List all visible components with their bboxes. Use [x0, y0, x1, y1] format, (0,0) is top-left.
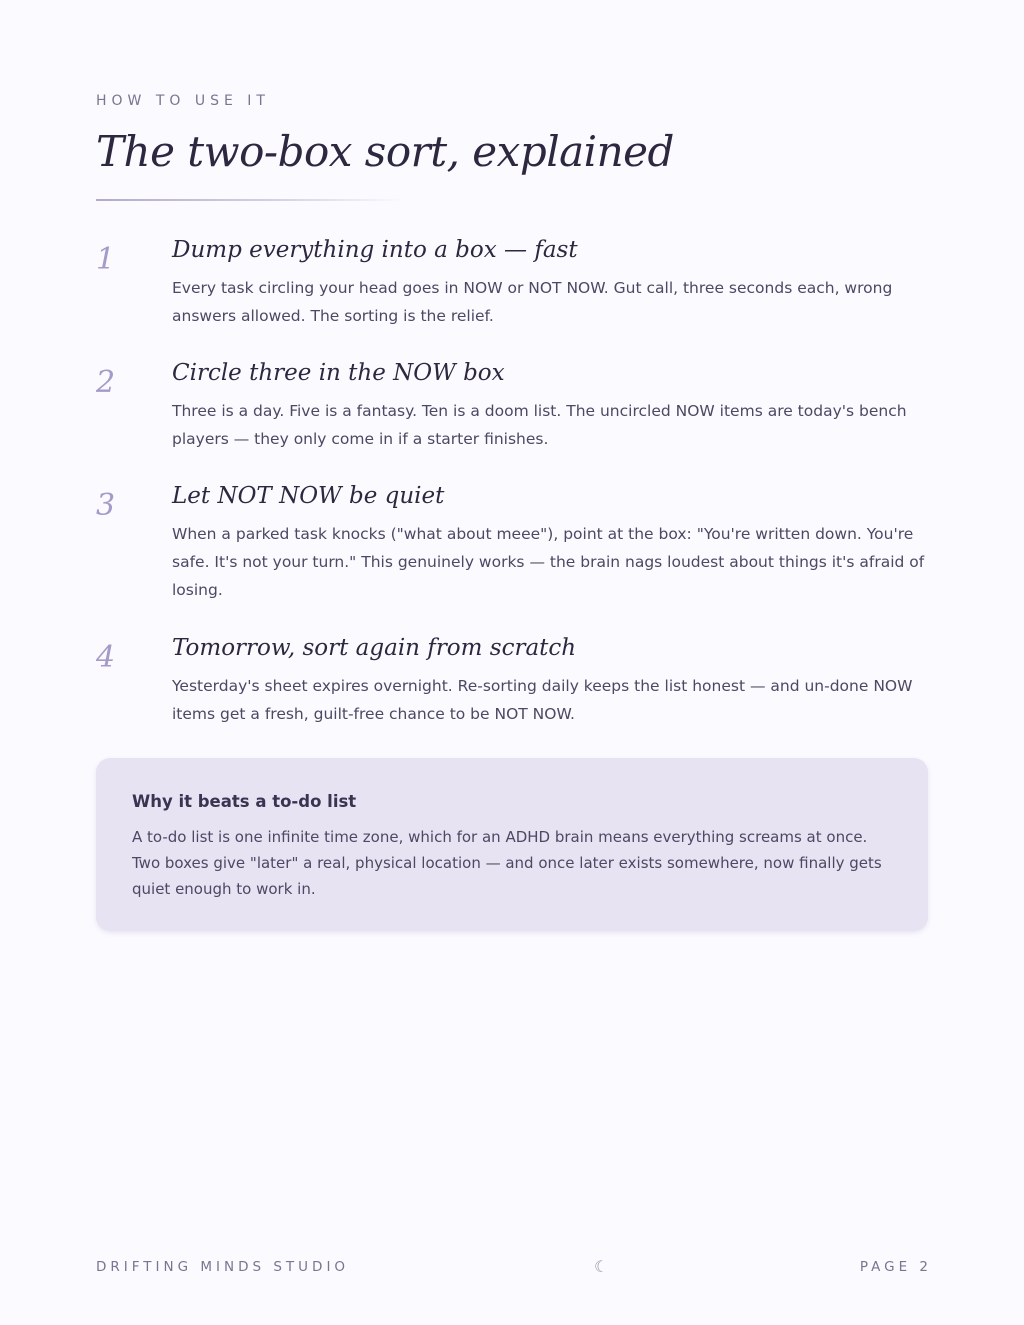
step-title: Dump everything into a box — fast	[172, 237, 578, 263]
step-title: Tomorrow, sort again from scratch	[172, 635, 577, 661]
step-body: Yesterday's sheet expires overnight. Re-sorting daily keeps the list honest — and un-done NOW items get a fresh, guilt-free chance to be NOT NOW.	[172, 677, 913, 723]
callout-title: Why it beats a to-do list	[132, 792, 357, 811]
page	[96, 0, 932, 1325]
step-number: 2	[96, 365, 116, 400]
steps-list	[96, 232, 928, 728]
page-number: PAGE 2	[859, 1259, 932, 1275]
section-eyebrow: HOW TO USE IT	[96, 93, 270, 109]
step-item	[96, 232, 928, 330]
step-title: Circle three in the NOW box	[172, 360, 505, 386]
step-body: When a parked task knocks ("what about meee"), point at the box: "You're written down. You're safe. It's not your turn." This genuinely works — the brain nags loudest about things it's afraid of losing.	[172, 525, 925, 599]
step-item	[96, 630, 928, 728]
step-item	[96, 478, 928, 604]
step-item	[96, 355, 928, 453]
step-body: Every task circling your head goes in NOW or NOT NOW. Gut call, three seconds each, wrong answers allowed. The sorting is the relief.	[172, 279, 893, 325]
callout-box	[96, 758, 928, 931]
page-title: The two-box sort, explained	[96, 127, 674, 176]
title-divider	[96, 199, 406, 201]
moon-icon: ☾	[594, 1257, 609, 1276]
step-number: 4	[96, 640, 116, 675]
page-footer	[96, 1257, 932, 1279]
callout-body: A to-do list is one infinite time zone, which for an ADHD brain means everything screams at once. Two boxes give "later" a real, physical location — and once later exists somewhere, now finally gets quiet enough to work in.	[132, 828, 882, 898]
footer-brand: DRIFTING MINDS STUDIO	[96, 1259, 350, 1275]
step-number: 3	[96, 488, 116, 523]
step-body: Three is a day. Five is a fantasy. Ten is a doom list. The uncircled NOW items are today's bench players — they only come in if a starter finishes.	[172, 402, 907, 448]
step-title: Let NOT NOW be quiet	[172, 483, 445, 509]
step-number: 1	[96, 242, 116, 277]
